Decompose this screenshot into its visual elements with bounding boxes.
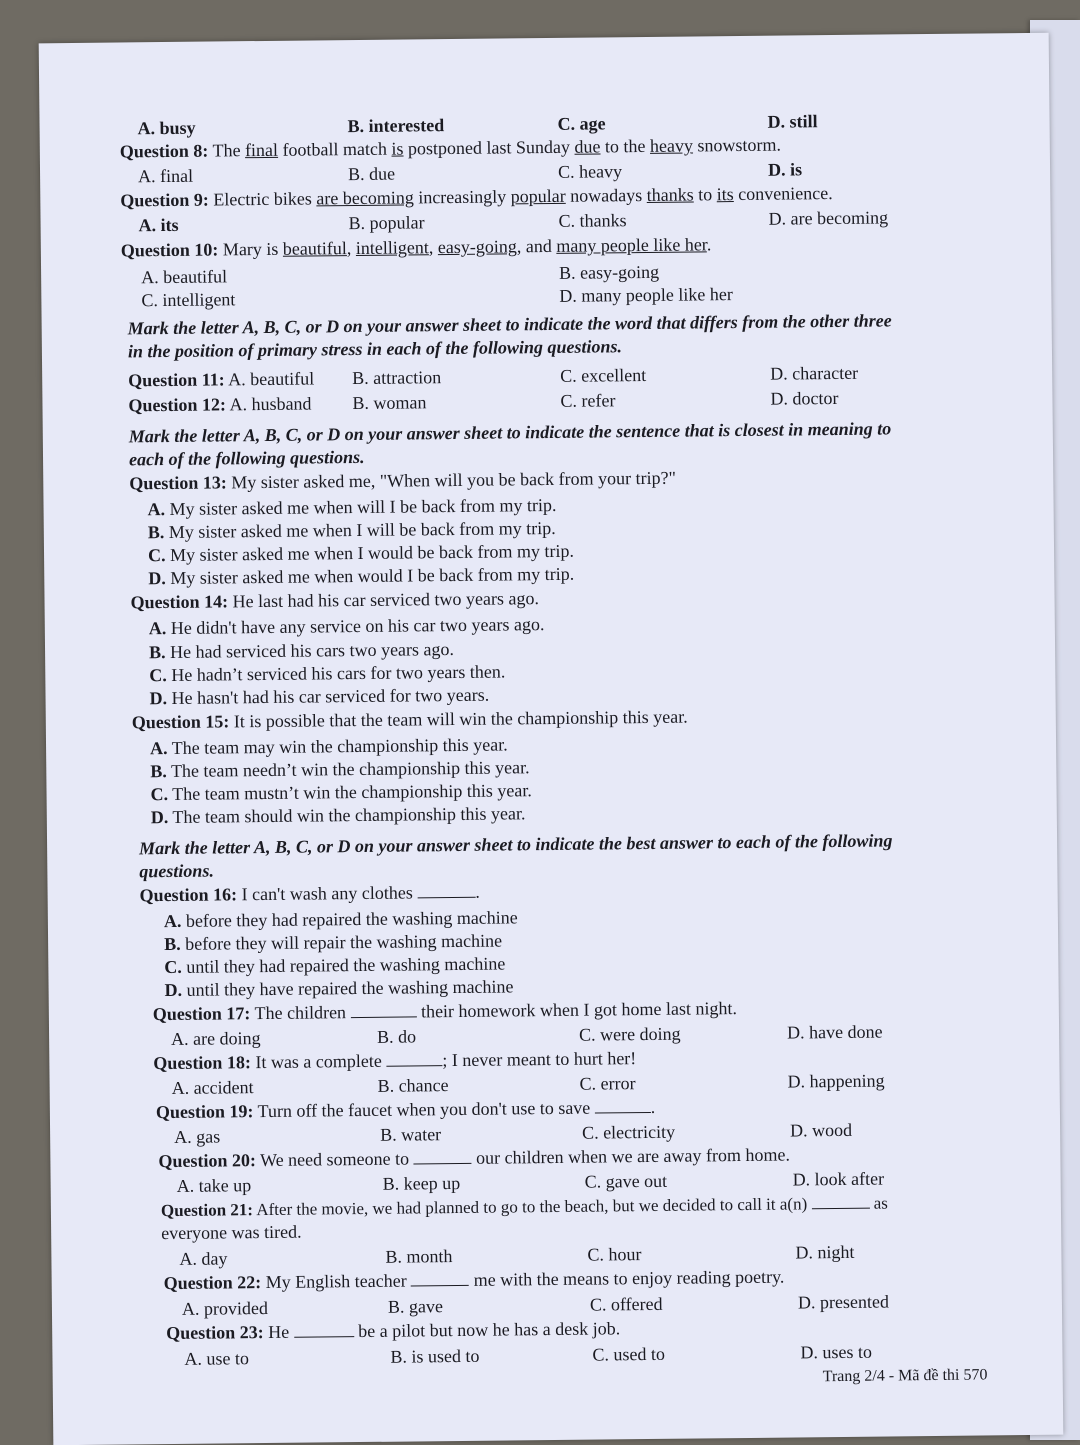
exam-page	[39, 33, 1064, 1445]
q12-label: Question 12: A. husband	[128, 393, 312, 416]
q8-option-c: C. heavy	[557, 161, 623, 182]
q19-option-b: B. water	[380, 1124, 442, 1145]
instruction-best-line-1: Mark the letter A, B, C, or D on your answer sheet to indicate the best answer to each of the following	[139, 830, 893, 859]
q20-option-c: C. gave out	[584, 1170, 668, 1192]
q18-option-a: A. accident	[171, 1077, 254, 1098]
q13-stem: Question 13: My sister asked me, "When will you be back from your trip?"	[129, 467, 676, 494]
q21-blank	[811, 1194, 869, 1210]
q18-option-b: B. chance	[377, 1075, 449, 1096]
q18-blank	[386, 1051, 442, 1067]
q19-option-d: D. wood	[790, 1119, 853, 1141]
q11-option-c: C. excellent	[560, 364, 647, 386]
q15-option-c: C. The team mustn’t win the championship this year.	[150, 780, 532, 805]
q11-option-d: D. character	[770, 362, 859, 384]
q20-stem: Question 20: We need someone to our children when we are away from home.	[158, 1144, 791, 1172]
q20-option-d: D. look after	[792, 1168, 885, 1190]
instruction-stress-line-2: in the position of primary stress in each of the following questions.	[127, 336, 623, 362]
q12-option-c: C. refer	[560, 390, 616, 411]
q7-option-b: B. interested	[347, 115, 445, 137]
q15-stem: Question 15: It is possible that the team will win the championship this year.	[131, 706, 688, 733]
q22-option-d: D. presented	[797, 1291, 889, 1313]
q14-option-c: C. He hadn’t serviced his cars for two years then.	[149, 661, 506, 686]
q20-blank	[413, 1149, 471, 1165]
q14-option-b: B. He had serviced his cars two years ago.	[148, 639, 455, 663]
q8-option-d: D. is	[767, 159, 803, 180]
q23-stem: Question 23: He be a pilot but now he has a desk job.	[166, 1318, 621, 1344]
q9-option-c: C. thanks	[558, 210, 627, 231]
q12-option-b: B. woman	[352, 392, 427, 414]
q23-blank	[294, 1322, 354, 1338]
q19-stem: Question 19: Turn off the faucet when you don't use to save .	[155, 1096, 656, 1123]
q15-option-a: A. The team may win the championship this year.	[149, 734, 508, 759]
q10-option-c: C. intelligent	[141, 289, 236, 311]
q11-label: Question 11: A. beautiful	[128, 368, 315, 391]
q20-option-b: B. keep up	[382, 1172, 461, 1194]
q7-option-a: A. busy	[137, 117, 196, 139]
q7-option-d: D. still	[767, 111, 818, 132]
q16-stem: Question 16: I can't wash any clothes .	[139, 881, 480, 906]
q18-stem: Question 18: It was a complete ; I never meant to hurt her!	[153, 1048, 637, 1074]
instruction-meaning-line-1: Mark the letter A, B, C, or D on your answer sheet to indicate the sentence that is closest in meaning to	[128, 418, 892, 447]
q16-option-b: B. before they will repair the washing machine	[164, 930, 503, 955]
q22-option-c: C. offered	[589, 1293, 663, 1315]
q23-option-a: A. use to	[184, 1348, 250, 1369]
q8-stem: Question 8: The final football match is postponed last Sunday due to the heavy snowstorm.	[119, 134, 782, 162]
q7-option-c: C. age	[557, 113, 606, 134]
instruction-best-line-2: questions.	[139, 860, 214, 882]
q21-stem: Question 21: After the movie, we had planned to go to the beach, but we decided to call it a(n) as	[160, 1193, 888, 1221]
q22-blank	[411, 1271, 469, 1287]
q9-option-a: A. its	[138, 214, 179, 236]
q18-option-d: D. happening	[787, 1070, 885, 1092]
q16-option-d: D. until they have repaired the washing machine	[164, 976, 514, 1001]
q16-option-c: C. until they had repaired the washing machine	[164, 953, 506, 978]
q14-option-d: D. He hasn't had his car serviced for two years.	[149, 684, 490, 709]
q9-option-b: B. popular	[348, 212, 425, 234]
q17-blank	[350, 1002, 416, 1018]
page-footer: Trang 2/4 - Mã đề thi 570	[822, 1366, 988, 1386]
q13-option-a: A. My sister asked me when will I be back from my trip.	[147, 494, 557, 520]
q21-option-c: C. hour	[587, 1244, 642, 1265]
instruction-stress-line-1: Mark the letter A, B, C, or D on your answer sheet to indicate the word that differs from the other three	[127, 310, 892, 339]
q13-option-d: D. My sister asked me when would I be back from my trip.	[148, 563, 575, 589]
q23-option-d: D. uses to	[800, 1341, 873, 1363]
q11-option-b: B. attraction	[352, 367, 442, 389]
q14-stem: Question 14: He last had his car serviced two years ago.	[130, 588, 540, 613]
q10-option-b: B. easy-going	[559, 261, 660, 283]
q14-option-a: A. He didn't have any service on his car two years ago.	[148, 614, 545, 639]
q16-option-a: A. before they had repaired the washing machine	[163, 907, 518, 932]
q17-stem: Question 17: The children their homework when I got home last night.	[152, 998, 738, 1025]
q9-stem: Question 9: Electric bikes are becoming increasingly popular nowadays thanks to its convenience.	[120, 183, 833, 211]
q10-stem: Question 10: Mary is beautiful, intelligent, easy-going, and many people like her.	[120, 234, 712, 261]
q17-option-b: B. do	[377, 1026, 417, 1047]
q21-option-a: A. day	[179, 1248, 228, 1269]
q12-option-d: D. doctor	[770, 387, 839, 409]
q20-option-a: A. take up	[176, 1175, 252, 1196]
q21-stem-line-2: everyone was tired.	[161, 1221, 302, 1244]
q15-option-b: B. The team needn’t win the championship this year.	[150, 757, 530, 782]
q19-option-c: C. electricity	[582, 1121, 676, 1143]
q22-option-a: A. provided	[181, 1297, 269, 1319]
q19-blank	[595, 1098, 651, 1114]
q13-option-b: B. My sister asked me when I will be back from my trip.	[147, 517, 556, 543]
q18-option-c: C. error	[579, 1073, 636, 1094]
exam-content	[39, 33, 1064, 1445]
q8-option-a: A. final	[137, 165, 194, 187]
q9-option-d: D. are becoming	[768, 207, 889, 229]
q23-option-b: B. is used to	[390, 1345, 480, 1367]
q8-option-b: B. due	[347, 163, 396, 185]
q16-blank	[417, 883, 475, 899]
q10-option-d: D. many people like her	[559, 284, 733, 306]
q17-option-d: D. have done	[786, 1021, 883, 1043]
q22-option-b: B. gave	[387, 1296, 444, 1317]
q22-stem: Question 22: My English teacher me with the means to enjoy reading poetry.	[163, 1266, 785, 1294]
q21-option-b: B. month	[385, 1246, 453, 1267]
q17-option-c: C. were doing	[578, 1023, 681, 1045]
q13-option-c: C. My sister asked me when I would be back from my trip.	[147, 540, 575, 566]
q17-option-a: A. are doing	[171, 1028, 261, 1049]
instruction-meaning-line-2: each of the following questions.	[128, 446, 365, 470]
q19-option-a: A. gas	[174, 1126, 221, 1147]
q15-option-d: D. The team should win the championship this year.	[150, 803, 526, 828]
q10-option-a: A. beautiful	[141, 266, 228, 288]
q23-option-c: C. used to	[592, 1343, 666, 1365]
q21-option-d: D. night	[795, 1241, 855, 1263]
